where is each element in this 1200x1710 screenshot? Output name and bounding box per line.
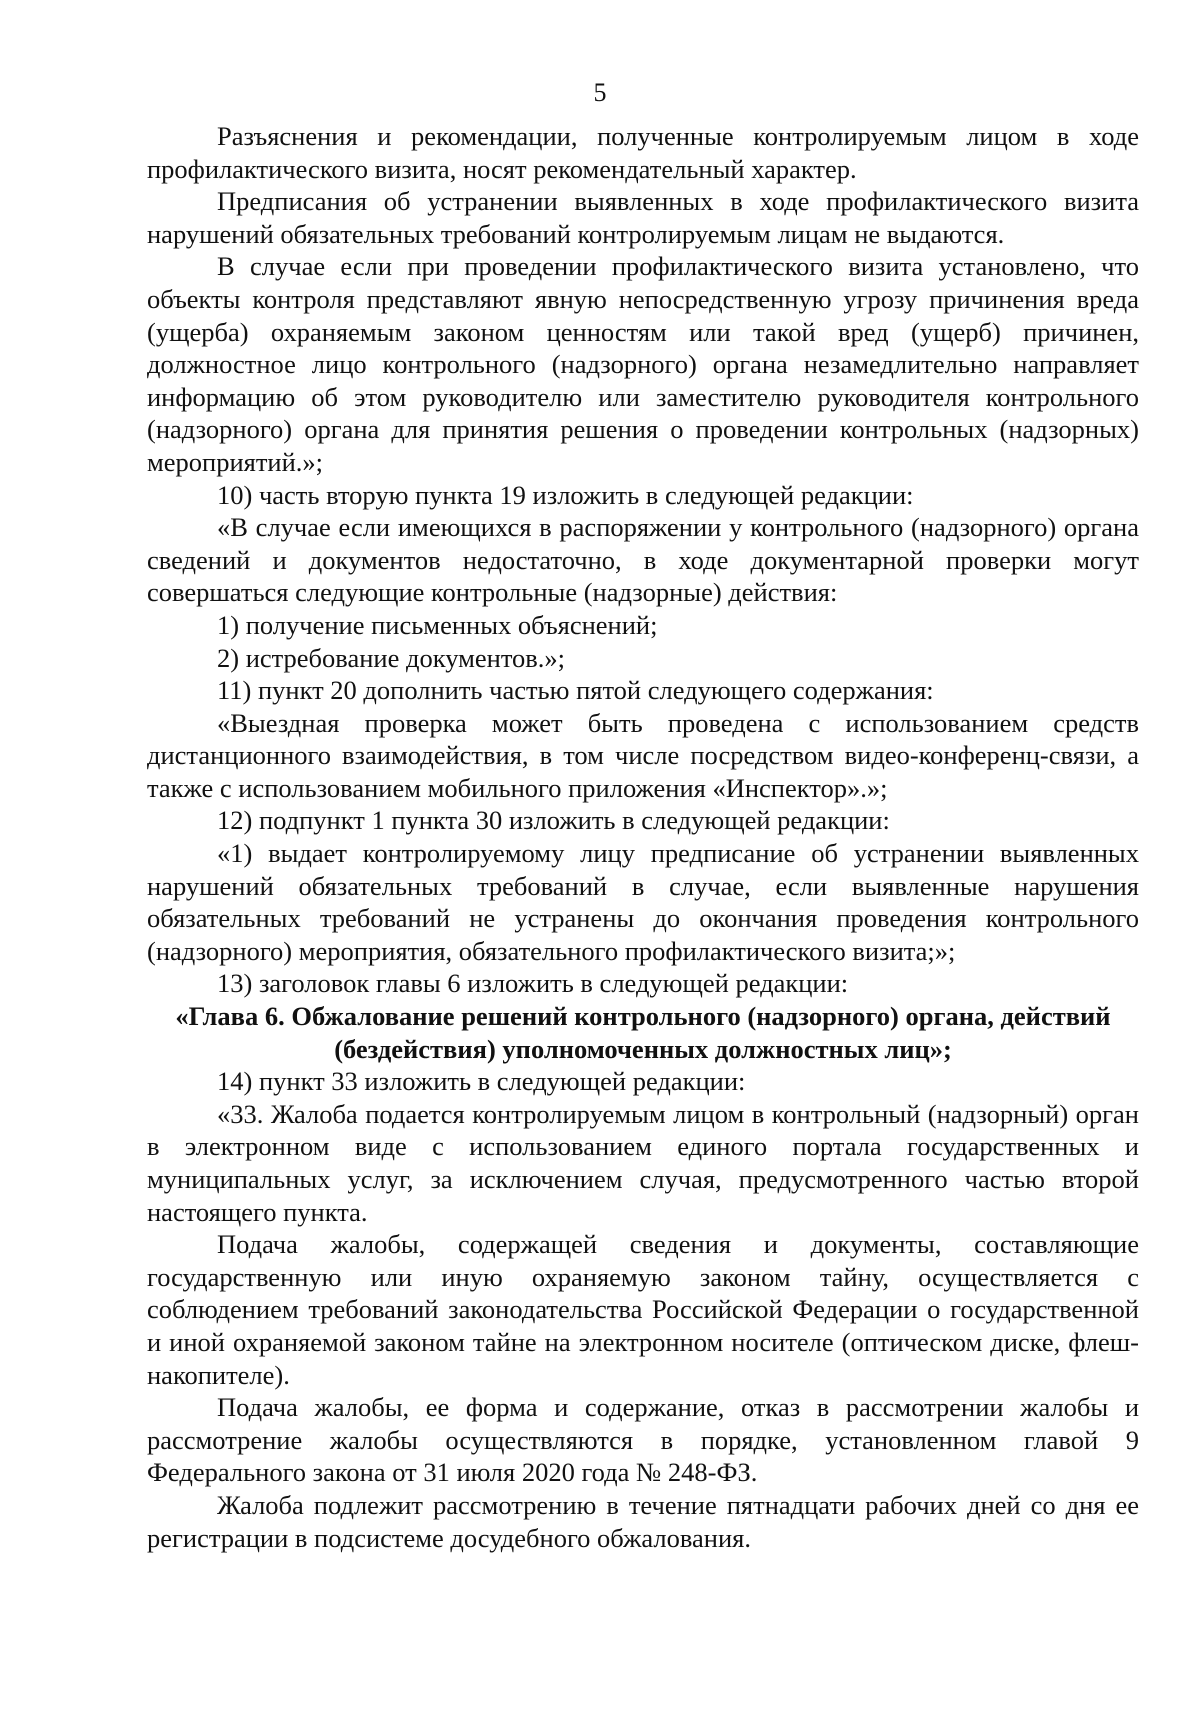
paragraph: «1) выдает контролируемому лицу предписание об устранении выявленных нарушений обязательных требований в случае, если выявленные нарушения обязательных требований не устранены до окончания проведения контрольного (надзорного) мероприятия, обязательного профилактического визита;»; — [147, 838, 1139, 966]
paragraph: Разъяснения и рекомендации, полученные контролируемым лицом в ходе профилактического визита, носят рекомендательный характер. — [147, 121, 1139, 184]
chapter-heading: «Глава 6. Обжалование решений контрольного (надзорного) органа, действий (бездействия) уполномоченных должностных лиц»; — [175, 1001, 1111, 1064]
paragraph: «Выездная проверка может быть проведена с использованием средств дистанционного взаимодействия, в том числе посредством видео-конференц-связи, а также с использованием мобильного приложения «Инспектор».»; — [147, 707, 1139, 803]
paragraph: 1) получение письменных объяснений; — [217, 609, 658, 640]
paragraph: 14) пункт 33 изложить в следующей редакции: — [217, 1066, 746, 1097]
page-number: 5 — [593, 78, 607, 107]
paragraph: 2) истребование документов.»; — [217, 642, 566, 673]
paragraph: 13) заголовок главы 6 изложить в следующей редакции: — [217, 968, 849, 999]
paragraph: Подача жалобы, ее форма и содержание, отказ в рассмотрении жалобы и рассмотрение жалобы осуществляются в порядке, установленном главой 9 Федерального закона от 31 июля 2020 года № 248-ФЗ. — [147, 1392, 1139, 1488]
paragraph: В случае если при проведении профилактического визита установлено, что объекты контроля представляют явную непосредственную угрозу причинения вреда (ущерба) охраняемым законом ценностям или такой вред (ущерб) причинен, должностное лицо контрольного (надзорного) органа незамедлительно направляет информацию об этом руководителю или заместителю руководителя контрольного (надзорного) органа для принятия решения о проведении контрольных (надзорных) мероприятий.»; — [147, 251, 1139, 477]
document-body — [147, 120, 1139, 1554]
paragraph: 10) часть вторую пункта 19 изложить в следующей редакции: — [217, 479, 914, 510]
paragraph: 11) пункт 20 дополнить частью пятой следующего содержания: — [217, 675, 934, 706]
paragraph: Жалоба подлежит рассмотрению в течение пятнадцати рабочих дней со дня ее регистрации в подсистеме досудебного обжалования. — [147, 1489, 1139, 1553]
paragraph: 12) подпункт 1 пункта 30 изложить в следующей редакции: — [217, 805, 890, 836]
paragraph: Подача жалобы, содержащей сведения и документы, составляющие государственную или иную охраняемую законом тайну, осуществляется с соблюдением требований законодательства Российской Федерации о государственной и иной охраняемой законом тайне на электронном носителе (оптическом диске, флеш-накопителе). — [147, 1229, 1139, 1390]
paragraph: Предписания об устранении выявленных в ходе профилактического визита нарушений обязательных требований контролируемым лицам не выдаются. — [147, 186, 1139, 249]
paragraph: «В случае если имеющихся в распоряжении у контрольного (надзорного) органа сведений и документов недостаточно, в ходе документарной проверки могут совершаться следующие контрольные (надзорные) действия: — [147, 512, 1139, 608]
paragraph: «33. Жалоба подается контролируемым лицом в контрольный (надзорный) орган в электронном виде с использованием единого портала государственных и муниципальных услуг, за исключением случая, предусмотренного частью второй настоящего пункта. — [147, 1098, 1139, 1227]
